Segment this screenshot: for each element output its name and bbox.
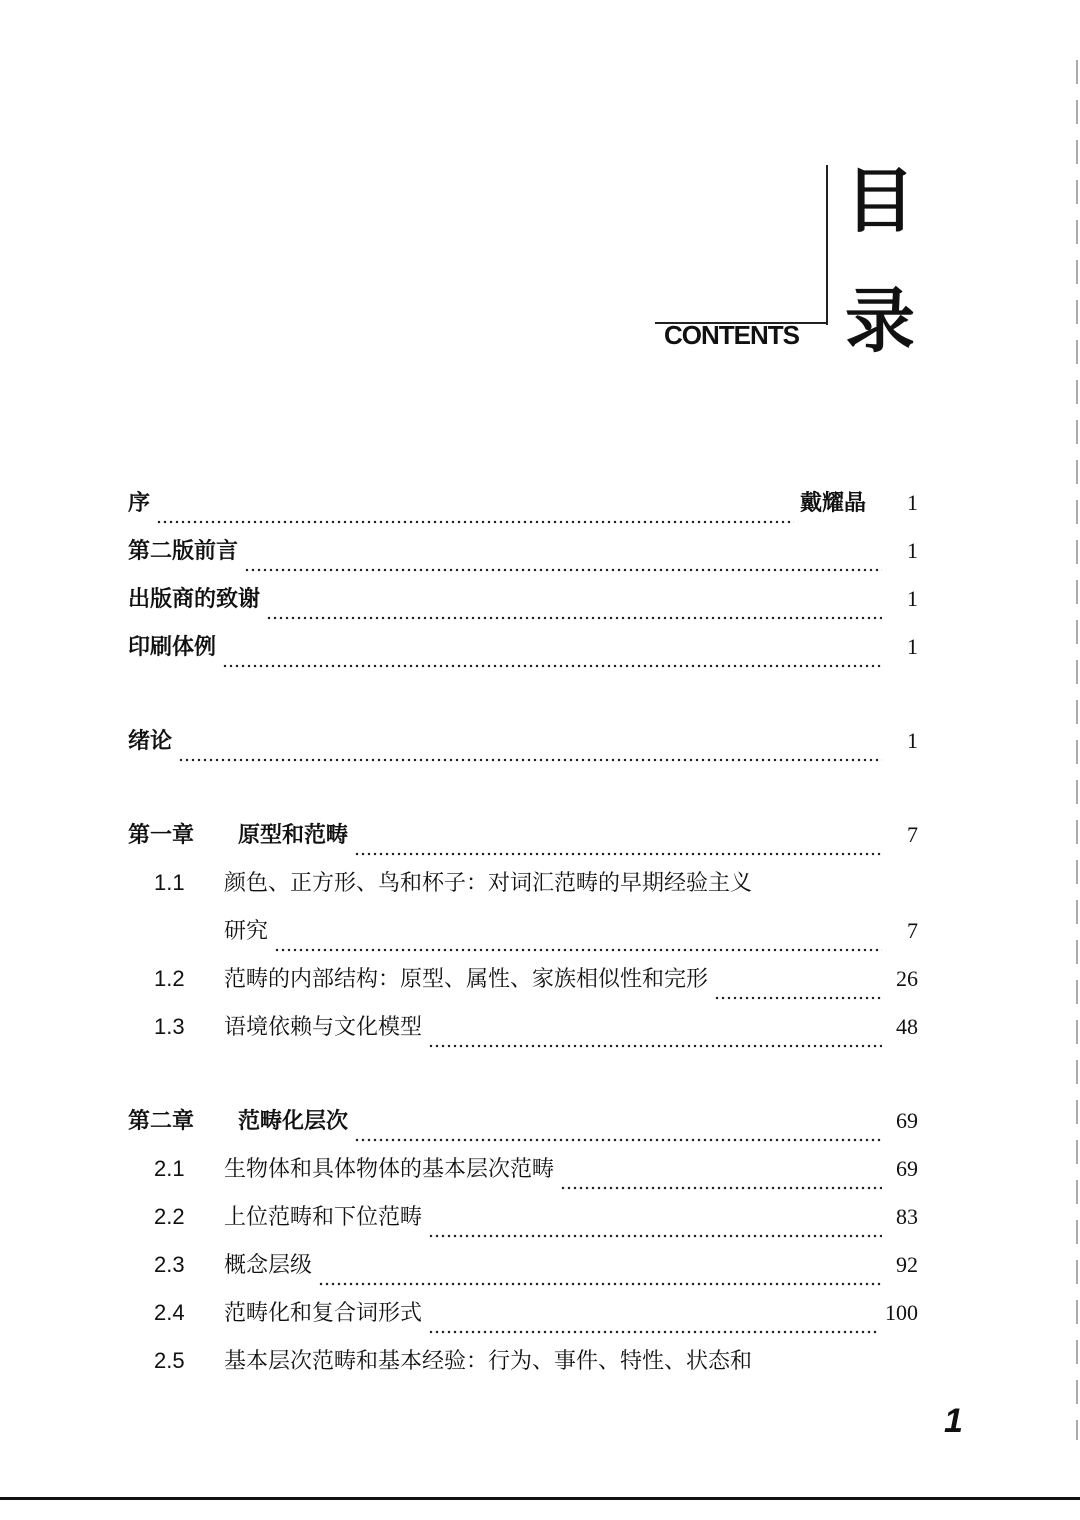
toc-entry-page: 69 — [896, 1156, 918, 1181]
leader-dots — [354, 1126, 882, 1148]
section-number: 1.1 — [154, 870, 185, 895]
section-title: 上位范畴和下位范畴 — [224, 1205, 423, 1230]
page-title-char-2: 录 — [845, 280, 915, 362]
leader-dots — [714, 984, 882, 1006]
section-number: 2.3 — [154, 1252, 185, 1277]
section-title: 生物体和具体物体的基本层次范畴 — [224, 1157, 555, 1182]
toc-entry-page: 48 — [896, 1014, 918, 1039]
toc-entry-page: 1 — [907, 490, 918, 515]
toc-entry-page: 1 — [907, 728, 918, 753]
toc-entry-page: 7 — [907, 822, 918, 847]
page-number: 1 — [944, 1402, 963, 1440]
section-number: 1.2 — [154, 966, 185, 991]
toc-entry-publisher-acknowledgements[interactable] — [128, 582, 918, 630]
section-title: 颜色、正方形、鸟和杯子：对词汇范畴的早期经验主义 — [224, 871, 753, 896]
leader-dots — [318, 1270, 882, 1292]
chapter-title: 原型和范畴 — [238, 823, 349, 848]
bottom-rule — [0, 1497, 1080, 1500]
leader-dots — [428, 1222, 882, 1244]
toc-entry-page: 69 — [896, 1108, 918, 1133]
leader-dots — [156, 508, 794, 530]
toc-entry-page: 26 — [896, 966, 918, 991]
toc-entry-preface[interactable] — [128, 486, 918, 534]
section-number: 2.5 — [154, 1348, 185, 1373]
toc-section-2-2[interactable] — [128, 1200, 918, 1248]
toc-section-1-3[interactable] — [128, 1010, 918, 1058]
section-number: 2.2 — [154, 1204, 185, 1229]
leader-dots — [354, 840, 882, 862]
page-title-char-1: 目 — [845, 160, 915, 242]
leader-dots — [274, 936, 882, 958]
toc-section-2-3[interactable] — [128, 1248, 918, 1296]
toc-entry-typographic-conventions[interactable] — [128, 630, 918, 678]
section-title: 范畴的内部结构：原型、属性、家族相似性和完形 — [224, 967, 709, 992]
toc-entry-page: 1 — [907, 538, 918, 563]
section-number: 1.3 — [154, 1014, 185, 1039]
chapter-number: 第二章 — [128, 1109, 195, 1134]
toc-entry-introduction[interactable] — [128, 724, 918, 772]
section-title-continuation: 研究 — [224, 919, 269, 944]
toc-chapter-2[interactable] — [128, 1104, 918, 1152]
toc-entry-page: 92 — [896, 1252, 918, 1277]
header-vertical-rule — [826, 165, 828, 325]
table-of-contents — [128, 486, 918, 1392]
page-edge-shadow — [1076, 60, 1078, 1440]
leader-dots — [244, 556, 882, 578]
toc-entry-page: 1 — [907, 586, 918, 611]
section-title: 基本层次范畴和基本经验：行为、事件、特性、状态和 — [224, 1349, 753, 1374]
toc-entry-author: 戴耀晶 — [799, 490, 866, 516]
toc-section-2-5[interactable] — [128, 1344, 918, 1392]
leader-dots — [266, 604, 882, 626]
chapter-number: 第一章 — [128, 823, 195, 848]
toc-entry-page: 7 — [907, 918, 918, 943]
chapter-title: 范畴化层次 — [238, 1109, 349, 1134]
toc-entry-second-edition-preface[interactable] — [128, 534, 918, 582]
toc-chapter-1[interactable] — [128, 818, 918, 866]
section-title: 语境依赖与文化模型 — [224, 1015, 423, 1040]
toc-section-1-1-continued[interactable] — [128, 914, 918, 962]
toc-section-1-2[interactable] — [128, 962, 918, 1010]
section-number: 2.1 — [154, 1156, 185, 1181]
leader-dots — [560, 1174, 882, 1196]
section-number: 2.4 — [154, 1300, 185, 1325]
toc-entry-label: 出版商的致谢 — [128, 587, 261, 612]
leader-dots — [222, 652, 882, 674]
toc-section-1-1[interactable] — [128, 866, 918, 914]
section-title: 范畴化和复合词形式 — [224, 1301, 423, 1326]
toc-section-2-4[interactable] — [128, 1296, 918, 1344]
toc-entry-label: 绪论 — [128, 729, 173, 754]
toc-section-2-1[interactable] — [128, 1152, 918, 1200]
leader-dots — [178, 746, 882, 768]
section-title: 概念层级 — [224, 1253, 313, 1278]
toc-entry-page: 1 — [907, 634, 918, 659]
contents-label: CONTENTS — [664, 320, 799, 350]
toc-entry-label: 第二版前言 — [128, 539, 239, 564]
toc-entry-label: 印刷体例 — [128, 635, 217, 660]
toc-entry-page: 83 — [896, 1204, 918, 1229]
leader-dots — [428, 1318, 879, 1340]
toc-entry-label: 序 — [128, 491, 151, 516]
toc-entry-page: 100 — [885, 1300, 918, 1325]
leader-dots — [428, 1032, 882, 1054]
